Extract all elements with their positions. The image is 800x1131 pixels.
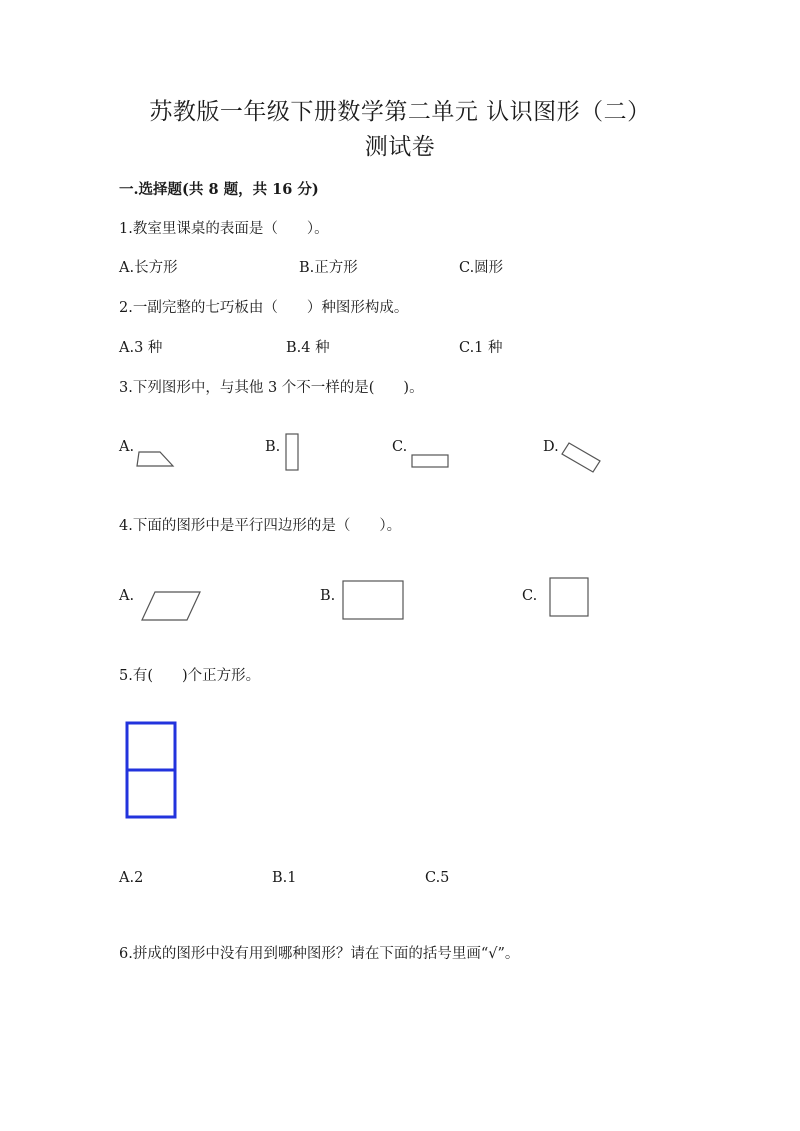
question-4-label-a[interactable]: A. <box>119 588 135 604</box>
question-3-label-a[interactable]: A. <box>119 439 135 455</box>
question-5-option-c[interactable]: C.5 <box>425 870 450 886</box>
wide-rectangle-figure <box>410 452 452 472</box>
page-title-line2: 测试卷 <box>364 134 436 160</box>
question-3-label-d[interactable]: D. <box>543 439 559 455</box>
question-4-label-b[interactable]: B. <box>320 588 336 604</box>
question-3-stem: 3.下列图形中，与其他 3 个不一样的是( )。 <box>119 380 424 396</box>
parallelogram-figure <box>140 590 204 624</box>
question-5-option-a[interactable]: A.2 <box>119 870 144 886</box>
question-2-option-c[interactable]: C.1 种 <box>459 340 503 356</box>
question-3-label-c[interactable]: C. <box>392 439 408 455</box>
question-2-option-b[interactable]: B.4 种 <box>286 340 330 356</box>
square-figure <box>548 576 592 620</box>
trapezoid-figure <box>136 450 178 472</box>
question-1-option-b[interactable]: B.正方形 <box>299 260 358 276</box>
two-squares-figure <box>125 721 179 819</box>
tall-rectangle-figure <box>283 432 303 474</box>
rectangle-figure <box>341 579 405 621</box>
question-2-option-a[interactable]: A.3 种 <box>119 340 163 356</box>
question-1-option-a[interactable]: A.长方形 <box>119 260 178 276</box>
section-heading: 一.选择题(共 8 题，共 16 分) <box>119 181 319 198</box>
page-title: 苏教版一年级下册数学第二单元 认识图形（二） <box>149 99 651 125</box>
question-1-stem: 1.教室里课桌的表面是（ ）。 <box>119 221 329 237</box>
question-4-stem: 4.下面的图形中是平行四边形的是（ ）。 <box>119 518 402 534</box>
question-4-label-c[interactable]: C. <box>522 588 538 604</box>
question-2-stem: 2.一副完整的七巧板由（ ）种图形构成。 <box>119 300 409 316</box>
tilted-rectangle-figure <box>560 440 604 476</box>
question-1-option-c[interactable]: C.圆形 <box>459 260 504 276</box>
question-3-label-b[interactable]: B. <box>265 439 281 455</box>
question-5-stem: 5.有( )个正方形。 <box>119 668 261 684</box>
question-6-stem: 6.拼成的图形中没有用到哪种图形？请在下面的括号里画“√”。 <box>119 946 520 962</box>
question-5-option-b[interactable]: B.1 <box>272 870 297 886</box>
